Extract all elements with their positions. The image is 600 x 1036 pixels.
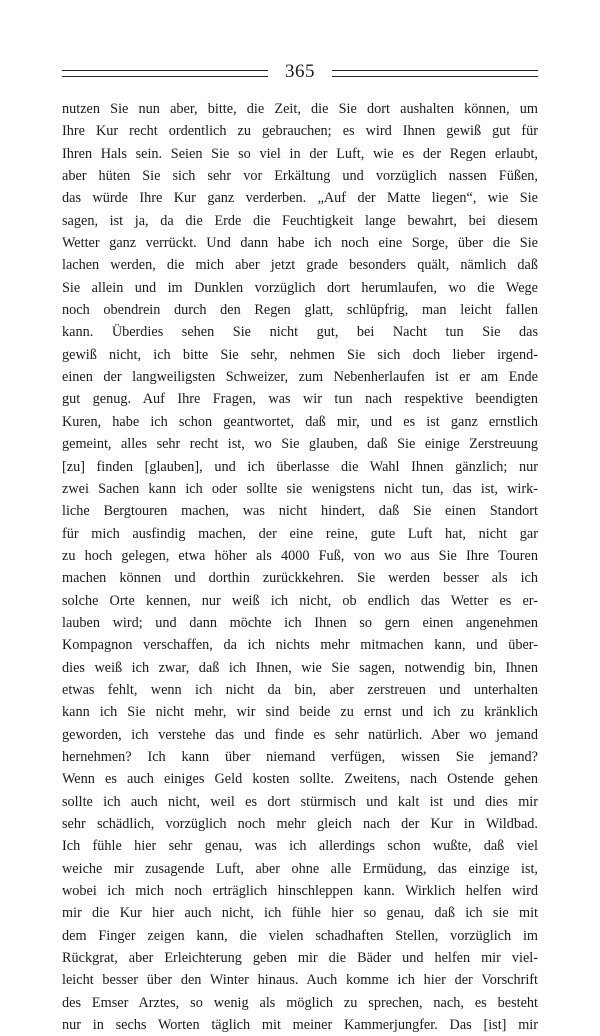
text-line: dem Finger zeigen kann, die vielen schadhaften Stellen, vorzüglich im [62,927,538,944]
text-line: für mich ausfindig machen, der eine reine, gute Luft hat, nicht gar [62,525,538,542]
text-line: dies weiß ich zwar, daß ich Ihnen, wie Sie sagen, notwendig bin, Ihnen [62,659,538,676]
text-line: Wetter ganz verrückt. Und dann habe ich noch eine Sorge, über die Sie [62,235,538,252]
text-line: einen der langweiligsten Schweizer, zum Nebenherlaufen ist er am Ende [62,369,538,386]
text-line: zu hoch gelegen, etwa höher als 4000 Fuß, von wo aus Sie Ihre Touren [62,547,538,564]
text-line: [zu] finden [glauben], und ich überlasse die Wahl Ihnen gänzlich; nur [62,458,538,475]
text-line: kann. Überdies sehen Sie nicht gut, bei Nacht tun Sie das [62,324,538,341]
header-rule-right [332,70,538,77]
text-line: hernehmen? Ich kann über niemand verfügen, wissen Sie jemand? [62,748,538,765]
text-line: wobei ich mich noch erträglich hinschleppen kann. Wirklich helfen wird [62,883,538,900]
text-line: geworden, ich verstehe das und finde es sehr natürlich. Aber wo jemand [62,726,538,743]
page-header [62,58,538,94]
text-line: gewiß nicht, ich bitte Sie sehr, nehmen Sie sich doch lieber irgend- [62,346,538,363]
text-line: des Emser Arztes, so wenig als möglich zu sprechen, nach, es besteht [62,994,538,1011]
text-line: lachen werden, die mich aber jetzt grade besonders quält, nämlich daß [62,257,538,274]
text-line: das würde Ihre Kur ganz verderben. „Auf der Matte liegen“, wie Sie [62,190,538,207]
text-line: nutzen Sie nun aber, bitte, die Zeit, die Sie dort aushalten können, um [62,101,538,117]
text-line: Sie allein und im Dunklen vorzüglich dort herumlaufen, wo die Wege [62,279,538,296]
text-line: liche Bergtouren machen, was nicht hindert, daß Sie einen Standort [62,503,538,520]
letter-body [62,98,538,1036]
page-number: 365 [285,61,315,82]
text-line: zwei Sachen kann ich oder sollte sie wenigstens nicht tun, das ist, wirk- [62,480,538,497]
text-line: mir die Kur hier auch nicht, ich fühle hier so genau, daß ich sie mit [62,905,538,922]
text-line: Ihre Kur recht ordentlich zu gebrauchen; es wird Ihnen gewiß gut für [62,123,538,140]
text-line: Rückgrat, aber Erleichterung geben mir die Bäder und helfen mir viel- [62,950,538,967]
text-line: nur in sechs Worten täglich mit meiner Kammerjungfer. Das [ist] mir [62,1017,538,1034]
text-line: leicht besser über den Winter hinaus. Auch komme ich hier der Vorschrift [62,972,538,989]
text-line: Kuren, habe ich schon geantwortet, daß mir, und es ist ganz ernstlich [62,413,538,430]
text-line: etwas fehlt, wenn ich nicht da bin, aber zerstreuen und unterhalten [62,681,538,698]
text-line: noch obendrein durch den Regen glatt, schlüpfrig, man leicht fallen [62,302,538,319]
text-line: sehr schädlich, vorzüglich noch mehr gleich nach der Kur in Wildbad. [62,816,538,832]
text-line: lauben wird; und dann möchte ich Ihnen so gern einen angenehmen [62,614,538,631]
text-line: Kompagnon verschaffen, da ich nichts mehr mitmachen kann, und über- [62,637,538,654]
text-line: sollte ich auch nicht, weil es dort stürmisch und kalt ist und dies mir [62,793,538,810]
text-line: solche Orte kennen, nur weiß ich nicht, ob endlich das Wetter es er- [62,592,538,609]
text-line: aber hüten Sie sich sehr vor Erkältung und vorzüglich nassen Füßen, [62,168,538,185]
text-line: gut genug. Auf Ihre Fragen, was wir tun nach respektive beendigten [62,391,538,408]
text-line: Wenn es auch einiges Geld kosten sollte. Zweitens, nach Ostende gehen [62,771,538,788]
text-line: Ich fühle hier sehr genau, was ich allerdings schon wußte, daß viel [62,838,538,855]
text-line: machen können und dorthin zurückkehren. Sie werden besser als ich [62,570,538,587]
text-line: kann ich Sie nicht mehr, wir sind beide zu ernst und ich zu kränklich [62,704,538,721]
text-line: gemeint, alles sehr recht ist, wo Sie glauben, daß Sie einige Zerstreuung [62,436,538,453]
text-line: weiche mir zusagende Luft, aber ohne alle Ermüdung, das einzige ist, [62,860,538,877]
text-line: Ihren Hals sein. Seien Sie so viel in der Luft, wie es der Regen erlaubt, [62,145,538,162]
text-line: sagen, ist ja, da die Erde die Feuchtigkeit lange bewahrt, bei diesem [62,212,538,229]
